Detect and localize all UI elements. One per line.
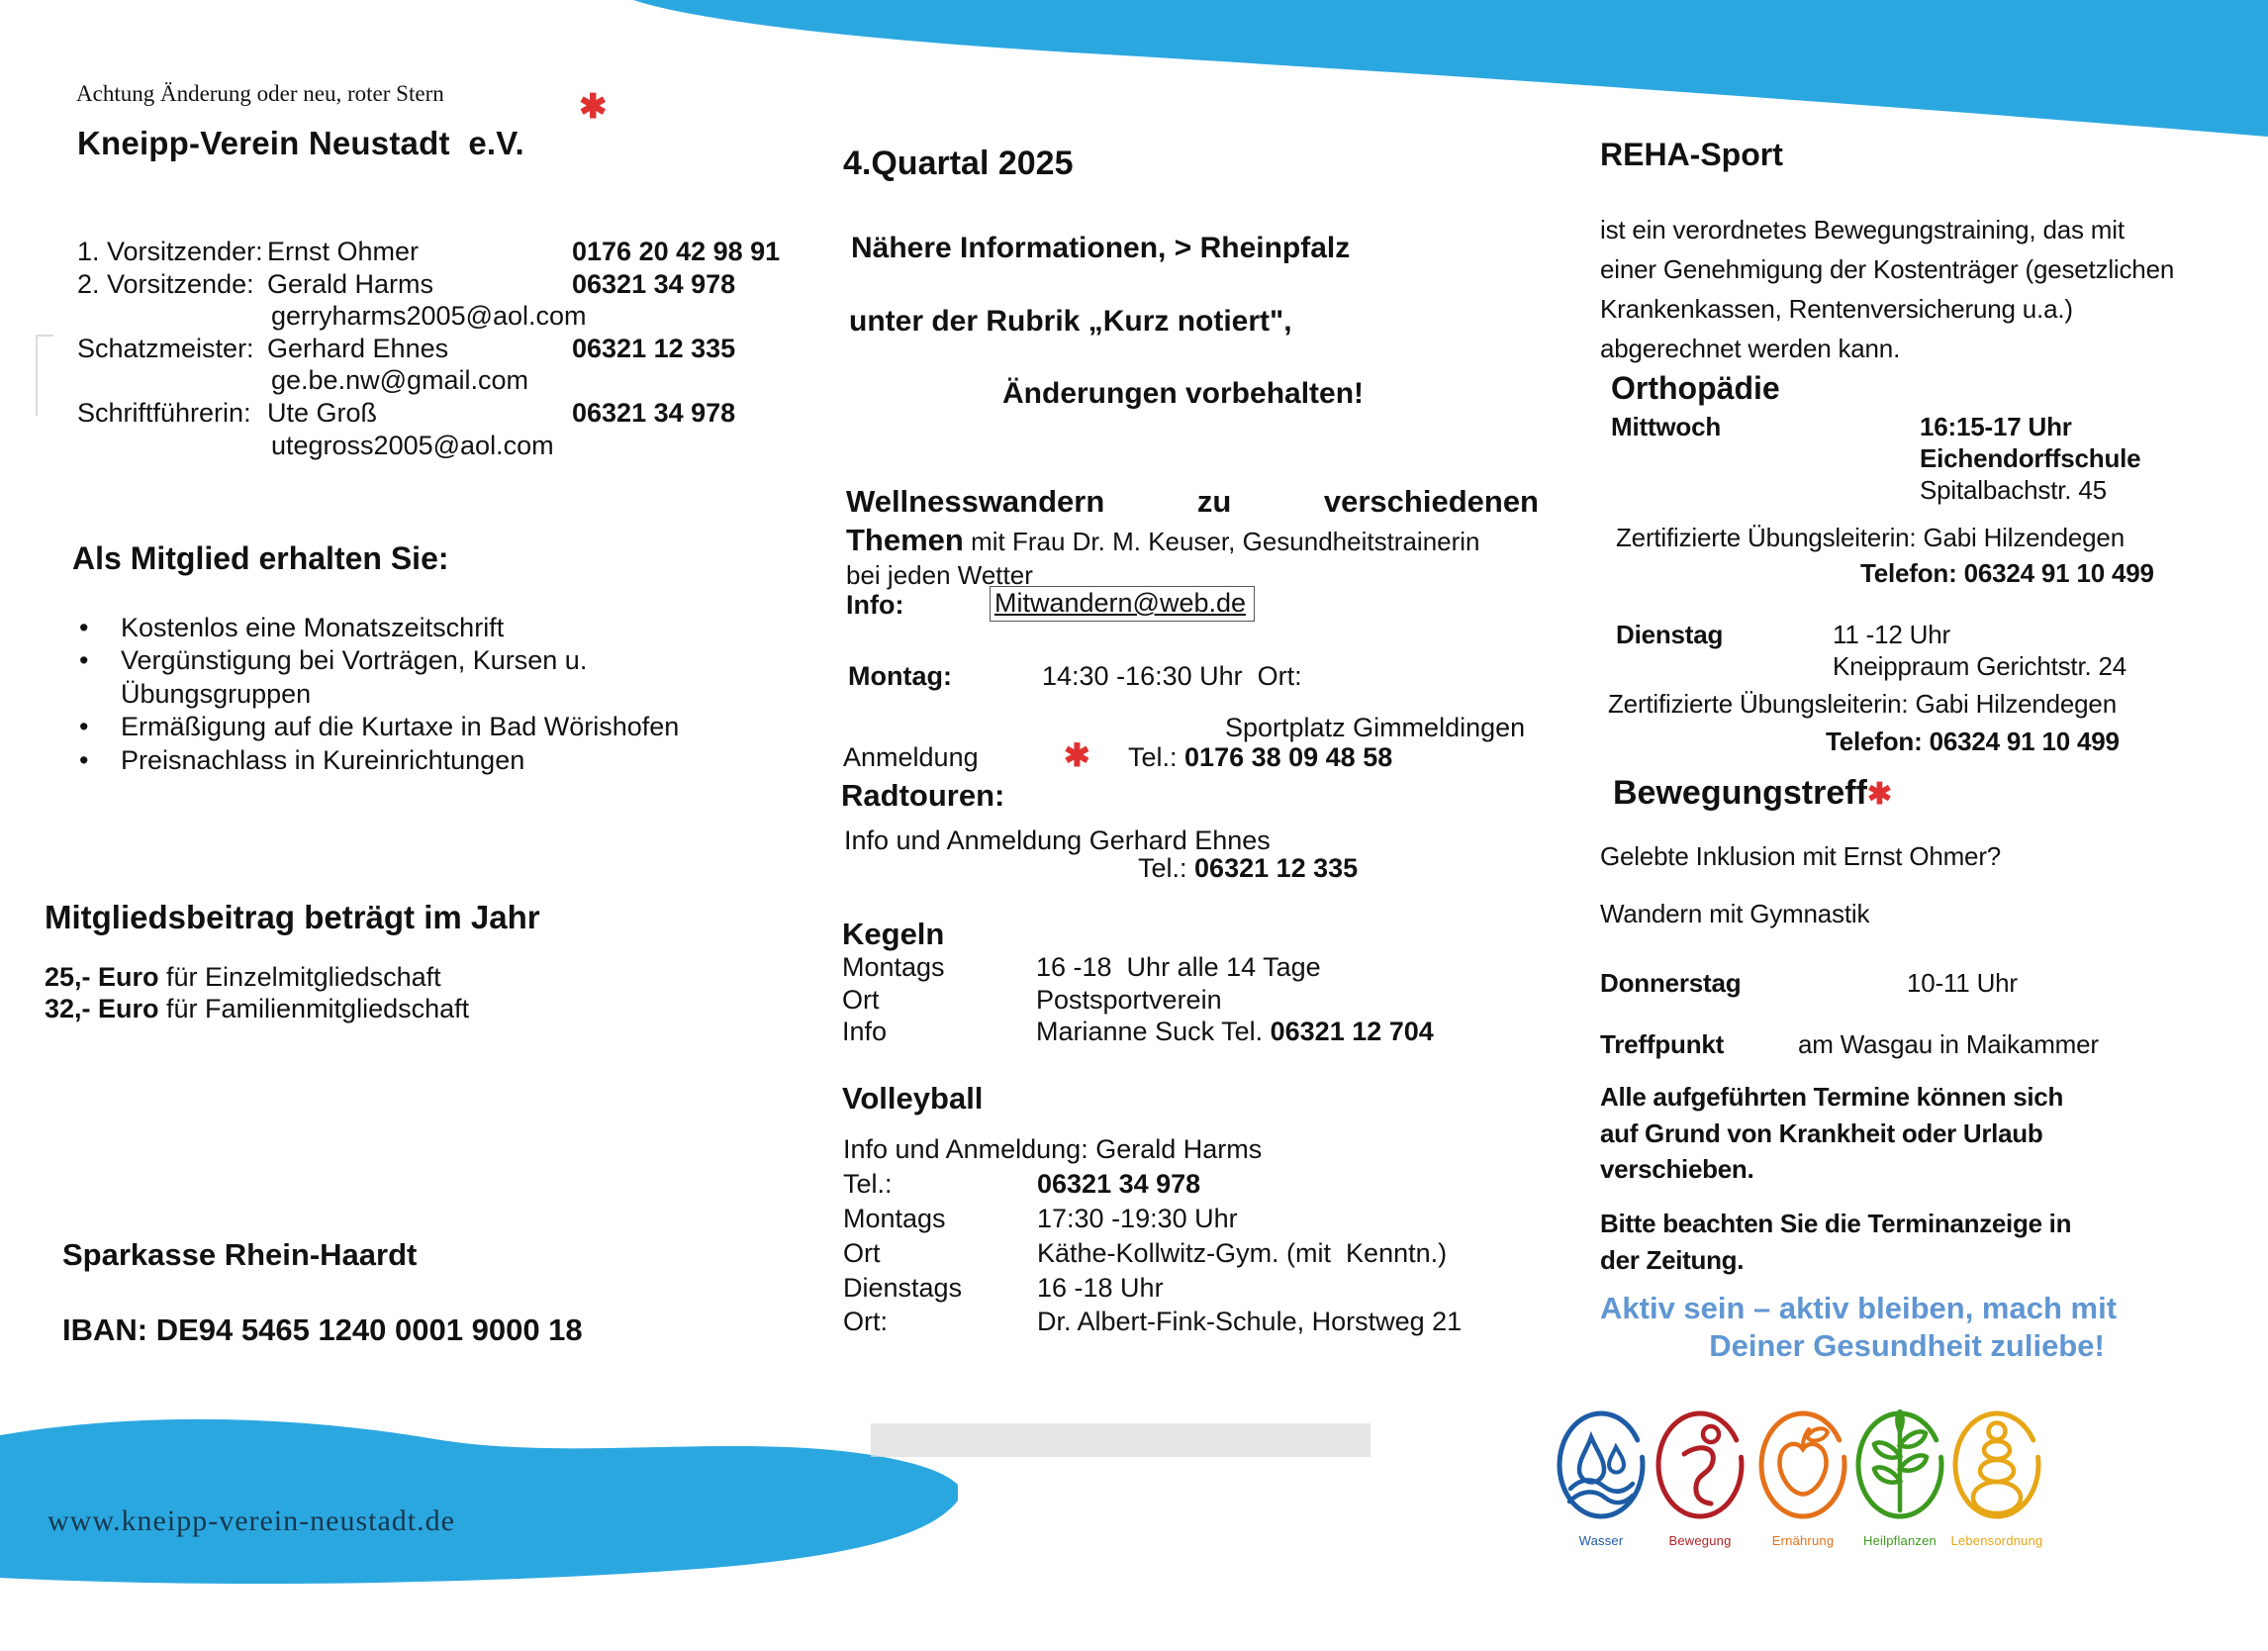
iban-number: IBAN: DE94 5465 1240 0001 9000 18 <box>62 1312 583 1347</box>
schedule-row <box>843 1169 1200 1200</box>
fees-heading: Mitgliedsbeitrag beträgt im Jahr <box>45 899 540 935</box>
row-label: Montags <box>842 952 945 982</box>
section-heading-bewegungstreff <box>1613 774 1892 813</box>
text-line: Krankenkassen, Rentenversicherung u.a.) <box>1600 294 2073 324</box>
phone-line <box>1128 742 1392 773</box>
tel-number: 06321 12 335 <box>1194 853 1359 883</box>
text-line: verschieben. <box>1600 1154 1754 1184</box>
contact-phone: 06321 34 978 <box>572 397 736 428</box>
section-heading-kegeln: Kegeln <box>842 917 945 951</box>
contact-role: Schatzmeister: <box>77 333 254 363</box>
wellness-heading <box>846 484 1539 520</box>
info-label: Info: <box>846 590 904 620</box>
day-label: Montag: <box>848 661 952 691</box>
pillar-label: Heilpflanzen <box>1863 1533 1937 1548</box>
day-label: Donnerstag <box>1600 968 1742 998</box>
time-value: 11 -12 Uhr <box>1833 620 1950 649</box>
day-value: 14:30 -16:30 Uhr Ort: <box>1042 661 1302 691</box>
row-value: Postsportverein <box>1036 985 1222 1015</box>
meet-label: Treffpunkt <box>1600 1029 1725 1059</box>
contact-phone: 06321 34 978 <box>572 268 736 299</box>
contact-role: Schriftführerin: <box>77 397 251 428</box>
trainer-line: Zertifizierte Übungsleiterin: Gabi Hilzendegen <box>1608 689 2117 719</box>
list-item: • Preisnachlass in Kureinrichtungen <box>79 744 712 777</box>
text-line: der Zeitung. <box>1600 1244 1745 1275</box>
pillar-bewegung <box>1651 1409 1749 1548</box>
schedule-row <box>843 1307 1462 1337</box>
board-contact-list <box>77 236 849 461</box>
top-blue-wave <box>614 0 2268 148</box>
phone-line: Telefon: 06324 91 10 499 <box>1860 558 2154 588</box>
info-line: Info und Anmeldung: Gerald Harms <box>843 1134 1263 1164</box>
text-line: Wandern mit Gymnastik <box>1600 899 1870 928</box>
day-label: Dienstag <box>1616 620 1724 649</box>
list-item: • Vergünstigung bei Vorträgen, Kursen u. Übungsgruppen <box>79 644 712 711</box>
row-label: Tel.: <box>843 1169 893 1199</box>
red-asterisk-icon: ✱ <box>1866 778 1893 811</box>
text-line: auf Grund von Krankheit oder Urlaub <box>1600 1117 2043 1148</box>
wellness-subheading <box>846 523 1480 558</box>
phone-line <box>1138 853 1358 884</box>
slogan <box>1600 1290 2214 1365</box>
row-value-bold: 06321 34 978 <box>1037 1169 1201 1199</box>
place-line: Eichendorffschule <box>1920 443 2141 473</box>
benefits-list <box>79 612 712 777</box>
note-line: Achtung Änderung oder neu, roter Stern <box>76 81 444 106</box>
red-asterisk-icon: ✱ <box>1064 737 1090 773</box>
schedule-row <box>842 1017 1434 1047</box>
section-heading-orthopaedie: Orthopädie <box>1611 370 1780 406</box>
fee-desc: für Familienmitgliedschaft <box>158 994 470 1023</box>
stacked-stones-icon <box>1951 1409 2042 1526</box>
contact-name: Ute Groß <box>267 397 378 428</box>
row-label: Ort <box>842 985 880 1015</box>
heading-word: zu <box>1196 484 1232 519</box>
section-heading-reha: REHA-Sport <box>1600 137 1783 172</box>
text-line: ist ein verordnetes Bewegungstraining, das mit <box>1600 215 2125 244</box>
phone-line: Telefon: 06324 91 10 499 <box>1826 727 2120 756</box>
day-label: Mittwoch <box>1611 412 1722 441</box>
schedule-row <box>842 952 1321 983</box>
pillar-ernaehrung <box>1753 1409 1852 1548</box>
place-line: Kneippraum Gerichtstr. 24 <box>1833 651 2127 681</box>
pillar-label: Ernährung <box>1771 1533 1835 1548</box>
bank-name: Sparkasse Rhein-Haardt <box>62 1237 418 1272</box>
text-line: einer Genehmigung der Kostenträger (gesetzlichen <box>1600 254 2175 284</box>
row-value: Käthe-Kollwitz-Gym. (mit Kenntn.) <box>1037 1238 1448 1268</box>
scan-artifact-strip <box>871 1423 1370 1457</box>
quarter-heading: 4.Quartal 2025 <box>843 145 1074 182</box>
plant-icon <box>1854 1409 1945 1526</box>
schedule-row <box>848 661 1302 692</box>
fee-line <box>45 962 441 993</box>
row-value: Dr. Albert-Fink-Schule, Horstweg 21 <box>1037 1307 1463 1336</box>
contact-row <box>77 397 849 430</box>
row-label: Montags <box>843 1204 946 1233</box>
contact-row <box>77 333 849 365</box>
list-item: • Ermäßigung auf die Kurtaxe in Bad Wörishofen <box>79 711 712 743</box>
schedule-row <box>843 1238 1447 1269</box>
row-label: Info <box>842 1017 888 1046</box>
row-value-bold: 06321 12 704 <box>1270 1017 1434 1046</box>
pillar-lebensordnung <box>1947 1409 2046 1548</box>
website-url[interactable]: www.kneipp-verein-neustadt.de <box>47 1505 455 1537</box>
section-heading-radtouren: Radtouren: <box>841 778 1005 813</box>
contact-name: Ernst Ohmer <box>267 237 420 266</box>
wellness-note: bei jeden Wetter <box>846 560 1033 590</box>
text-line: Bitte beachten Sie die Terminanzeige in <box>1600 1209 2072 1238</box>
page-title: Kneipp-Verein Neustadt e.V. <box>77 125 524 161</box>
time-value: 10-11 Uhr <box>1907 968 2018 998</box>
schedule-row <box>843 1273 1164 1304</box>
runner-icon <box>1654 1409 1746 1526</box>
text-line: Alle aufgeführten Termine können sich <box>1600 1082 2064 1112</box>
tel-label: Tel.: <box>1128 742 1185 772</box>
row-value: 16 -18 Uhr <box>1037 1273 1164 1303</box>
subtitle-text: mit Frau Dr. M. Keuser, Gesundheitstrainerin <box>963 527 1480 556</box>
contact-email: gerryharms2005@aol.com <box>271 301 587 332</box>
reha-intro <box>1600 210 2174 368</box>
schedule-row <box>843 1204 1238 1234</box>
info-line: Nähere Informationen, > Rheinpfalz <box>851 232 1351 264</box>
place-line: Sportplatz Gimmeldingen <box>1225 713 1526 742</box>
schedule-row <box>842 985 1222 1016</box>
slogan-line: Aktiv sein – aktiv bleiben, mach mit <box>1600 1291 2118 1325</box>
text-line: Gelebte Inklusion mit Ernst Ohmer? <box>1600 841 2002 871</box>
heading-text: Bewegungstreff <box>1613 774 1867 812</box>
contact-name: Gerald Harms <box>267 268 434 299</box>
pillar-heilpflanzen <box>1850 1409 1949 1548</box>
contact-name: Gerhard Ehnes <box>267 333 449 363</box>
contact-phone: 06321 12 335 <box>572 333 736 363</box>
time-value: 16:15-17 Uhr <box>1920 412 2072 441</box>
scan-artifact-bracket <box>36 335 53 416</box>
list-item: • Kostenlos eine Monatszeitschrift <box>79 612 712 644</box>
heading-word: Wellnesswandern <box>846 484 1105 519</box>
info-line: unter der Rubrik „Kurz notiert", <box>849 305 1292 338</box>
pillar-label: Lebensordnung <box>1950 1533 2043 1548</box>
row-label: Ort: <box>843 1307 888 1336</box>
tel-number: 0176 38 09 48 58 <box>1184 742 1393 772</box>
contact-phone: 0176 20 42 98 91 <box>572 237 781 266</box>
fee-desc: für Einzelmitgliedschaft <box>158 962 441 992</box>
info-line: Änderungen vorbehalten! <box>1002 377 1365 410</box>
meet-value: am Wasgau in Maikammer <box>1798 1029 2099 1059</box>
row-value: Marianne Suck Tel. <box>1036 1017 1271 1046</box>
slogan-line: Deiner Gesundheit zuliebe! <box>1709 1328 2105 1363</box>
trainer-line: Zertifizierte Übungsleiterin: Gabi Hilzendegen <box>1616 523 2125 552</box>
contact-role: 1. Vorsitzender: <box>77 237 263 266</box>
notice-block <box>1600 1206 2071 1278</box>
contact-row <box>77 236 849 268</box>
row-label: Dienstags <box>843 1273 963 1303</box>
pillar-label: Wasser <box>1578 1533 1624 1548</box>
place-line: Spitalbachstr. 45 <box>1920 475 2107 505</box>
contact-role: 2. Vorsitzende: <box>77 268 254 299</box>
heading-word: Themen <box>846 523 964 557</box>
pillar-wasser <box>1552 1409 1651 1548</box>
fee-line <box>45 994 469 1024</box>
schedule-row <box>1600 968 2018 999</box>
schedule-row <box>1600 1029 2099 1060</box>
fee-amount: 25,- Euro <box>45 962 159 992</box>
pillar-label: Bewegung <box>1668 1533 1732 1548</box>
tel-label: Tel.: <box>1138 853 1195 883</box>
row-label: Ort <box>843 1238 881 1268</box>
heading-word: verschiedenen <box>1323 484 1539 519</box>
contact-email: ge.be.nw@gmail.com <box>271 365 529 396</box>
notice-block <box>1600 1079 2063 1188</box>
signup-label: Anmeldung <box>843 742 979 772</box>
contact-email: utegross2005@aol.com <box>271 430 554 460</box>
fee-amount: 32,- Euro <box>45 994 159 1023</box>
water-icon <box>1556 1409 1647 1526</box>
section-heading-volleyball: Volleyball <box>842 1081 984 1116</box>
row-value: 16 -18 Uhr alle 14 Tage <box>1036 952 1321 982</box>
text-line: abgerechnet werden kann. <box>1600 334 1901 363</box>
red-asterisk-icon: ✱ <box>579 88 608 126</box>
contact-row <box>77 268 849 301</box>
apple-icon <box>1757 1409 1848 1526</box>
info-line: Info und Anmeldung Gerhard Ehnes <box>844 826 1271 855</box>
row-value: 17:30 -19:30 Uhr <box>1037 1204 1238 1233</box>
benefits-heading: Als Mitglied erhalten Sie: <box>72 540 449 576</box>
email-link[interactable]: Mitwandern@web.de <box>990 586 1255 622</box>
